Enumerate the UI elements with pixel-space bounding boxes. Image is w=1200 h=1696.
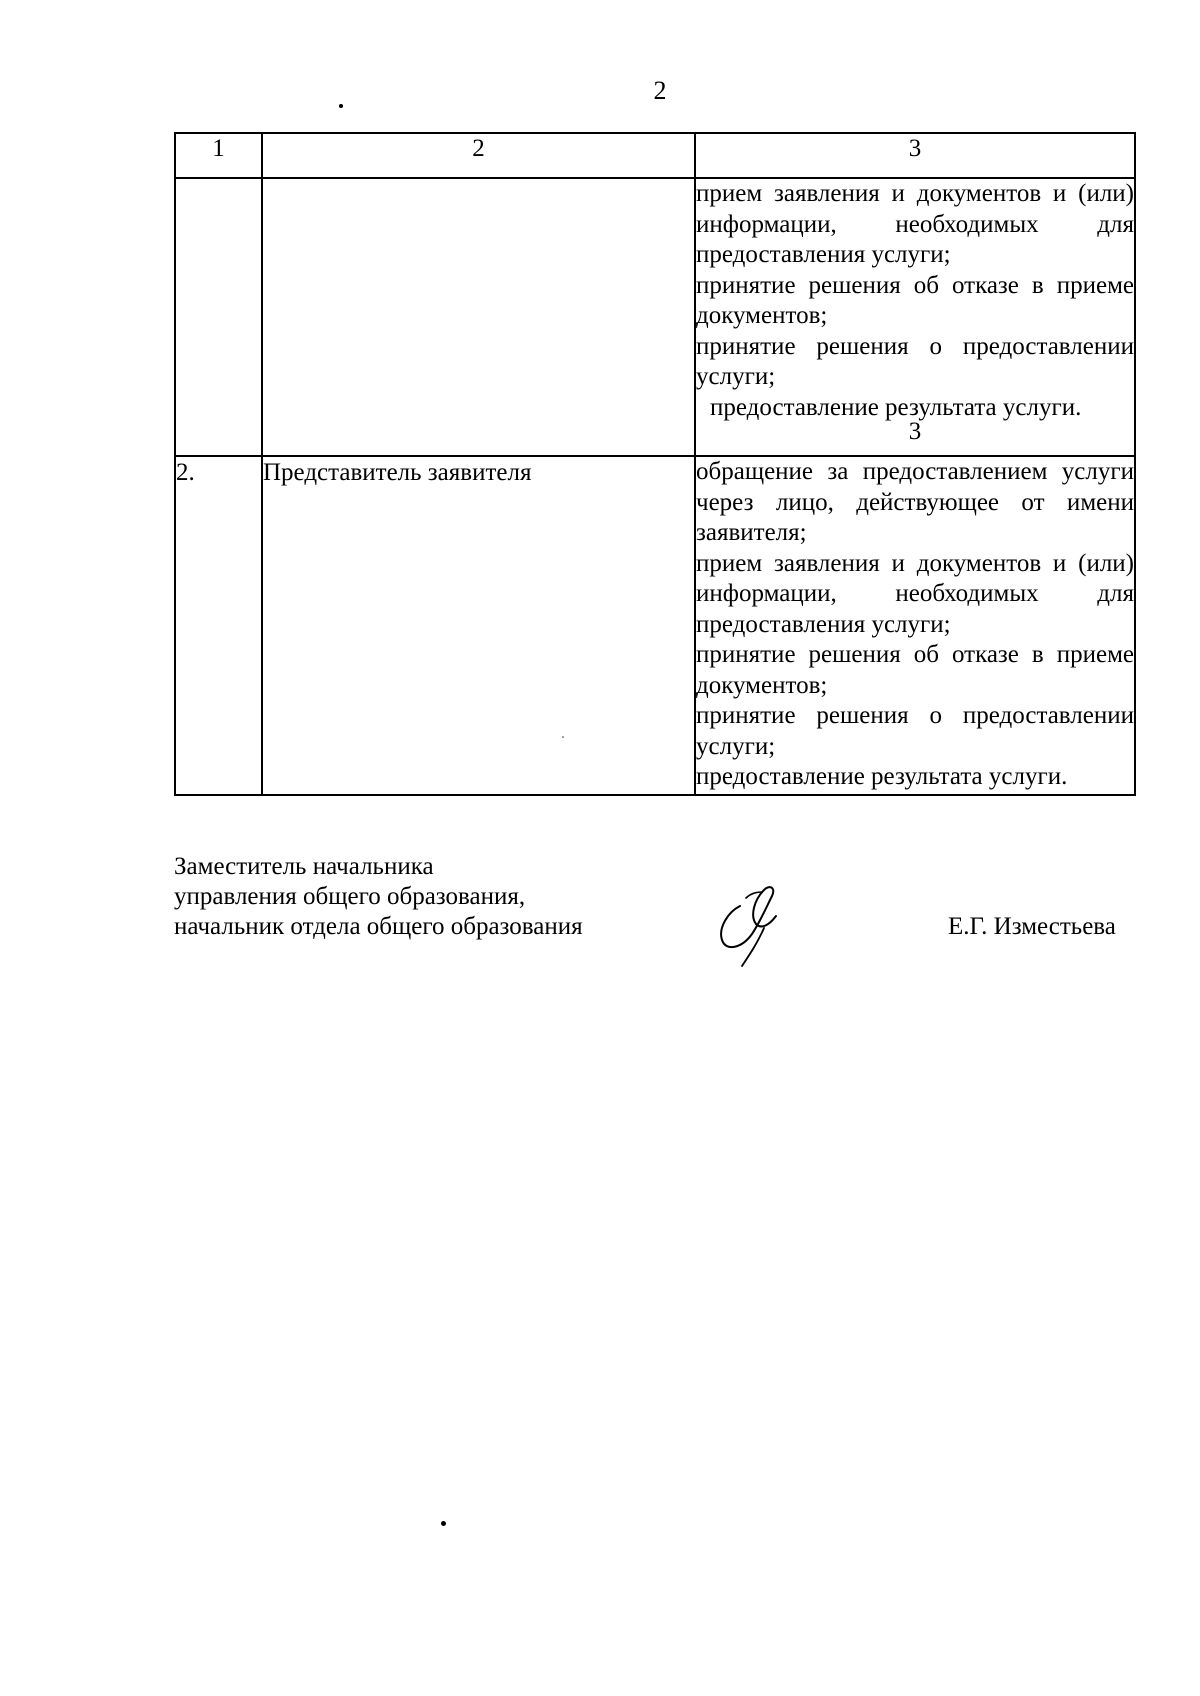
row-number: 2. bbox=[175, 456, 262, 795]
row-number bbox=[175, 178, 262, 456]
signatory-title bbox=[174, 852, 583, 942]
table-header-row bbox=[175, 133, 1135, 178]
column-header: 1 bbox=[175, 133, 262, 178]
signatory-title-line: начальник отдела общего образования bbox=[174, 913, 583, 940]
applicant-category bbox=[262, 178, 695, 456]
column-header: 2 bbox=[262, 133, 695, 178]
signatory-title-line: Заместитель начальника bbox=[174, 853, 434, 880]
column-header: 3 bbox=[695, 133, 1135, 178]
signatory-name: Е.Г. Изместьева bbox=[948, 913, 1116, 940]
procedure-item: обращение за предоставлением услуги через лицо, действующее от имени заявителя; bbox=[696, 458, 1134, 546]
page-number: 2 bbox=[653, 76, 667, 105]
applicant-table bbox=[174, 132, 1136, 796]
scan-speck bbox=[339, 104, 343, 108]
scan-speck bbox=[441, 1521, 446, 1526]
procedure-item: принятие решения о предоставлении услуги; bbox=[696, 332, 1134, 390]
signatory-title-line: управления общего образования, bbox=[174, 883, 526, 910]
procedure-list bbox=[695, 178, 1135, 456]
procedure-item: принятие решения об отказе в приеме документов; bbox=[696, 641, 1134, 699]
procedure-item: предоставление результата услуги. bbox=[696, 763, 1068, 790]
applicant-category: Представитель заявителя bbox=[262, 456, 695, 795]
procedure-list bbox=[695, 456, 1135, 795]
table-row bbox=[175, 178, 1135, 456]
procedure-item: принятие решения об отказе в приеме документов; bbox=[696, 271, 1134, 329]
stray-number: 3 bbox=[908, 418, 922, 445]
procedure-item: принятие решения о предоставлении услуги; bbox=[696, 702, 1134, 760]
procedure-item: предоставление результата услуги. bbox=[710, 393, 1082, 421]
handwritten-signature bbox=[700, 868, 800, 968]
procedure-item: прием заявления и документов и (или) информации, необходимых для предоставления услуги; bbox=[696, 549, 1134, 638]
procedure-item: прием заявления и документов и (или) информации, необходимых для предоставления услуги; bbox=[696, 180, 1134, 268]
table-row bbox=[175, 456, 1135, 795]
